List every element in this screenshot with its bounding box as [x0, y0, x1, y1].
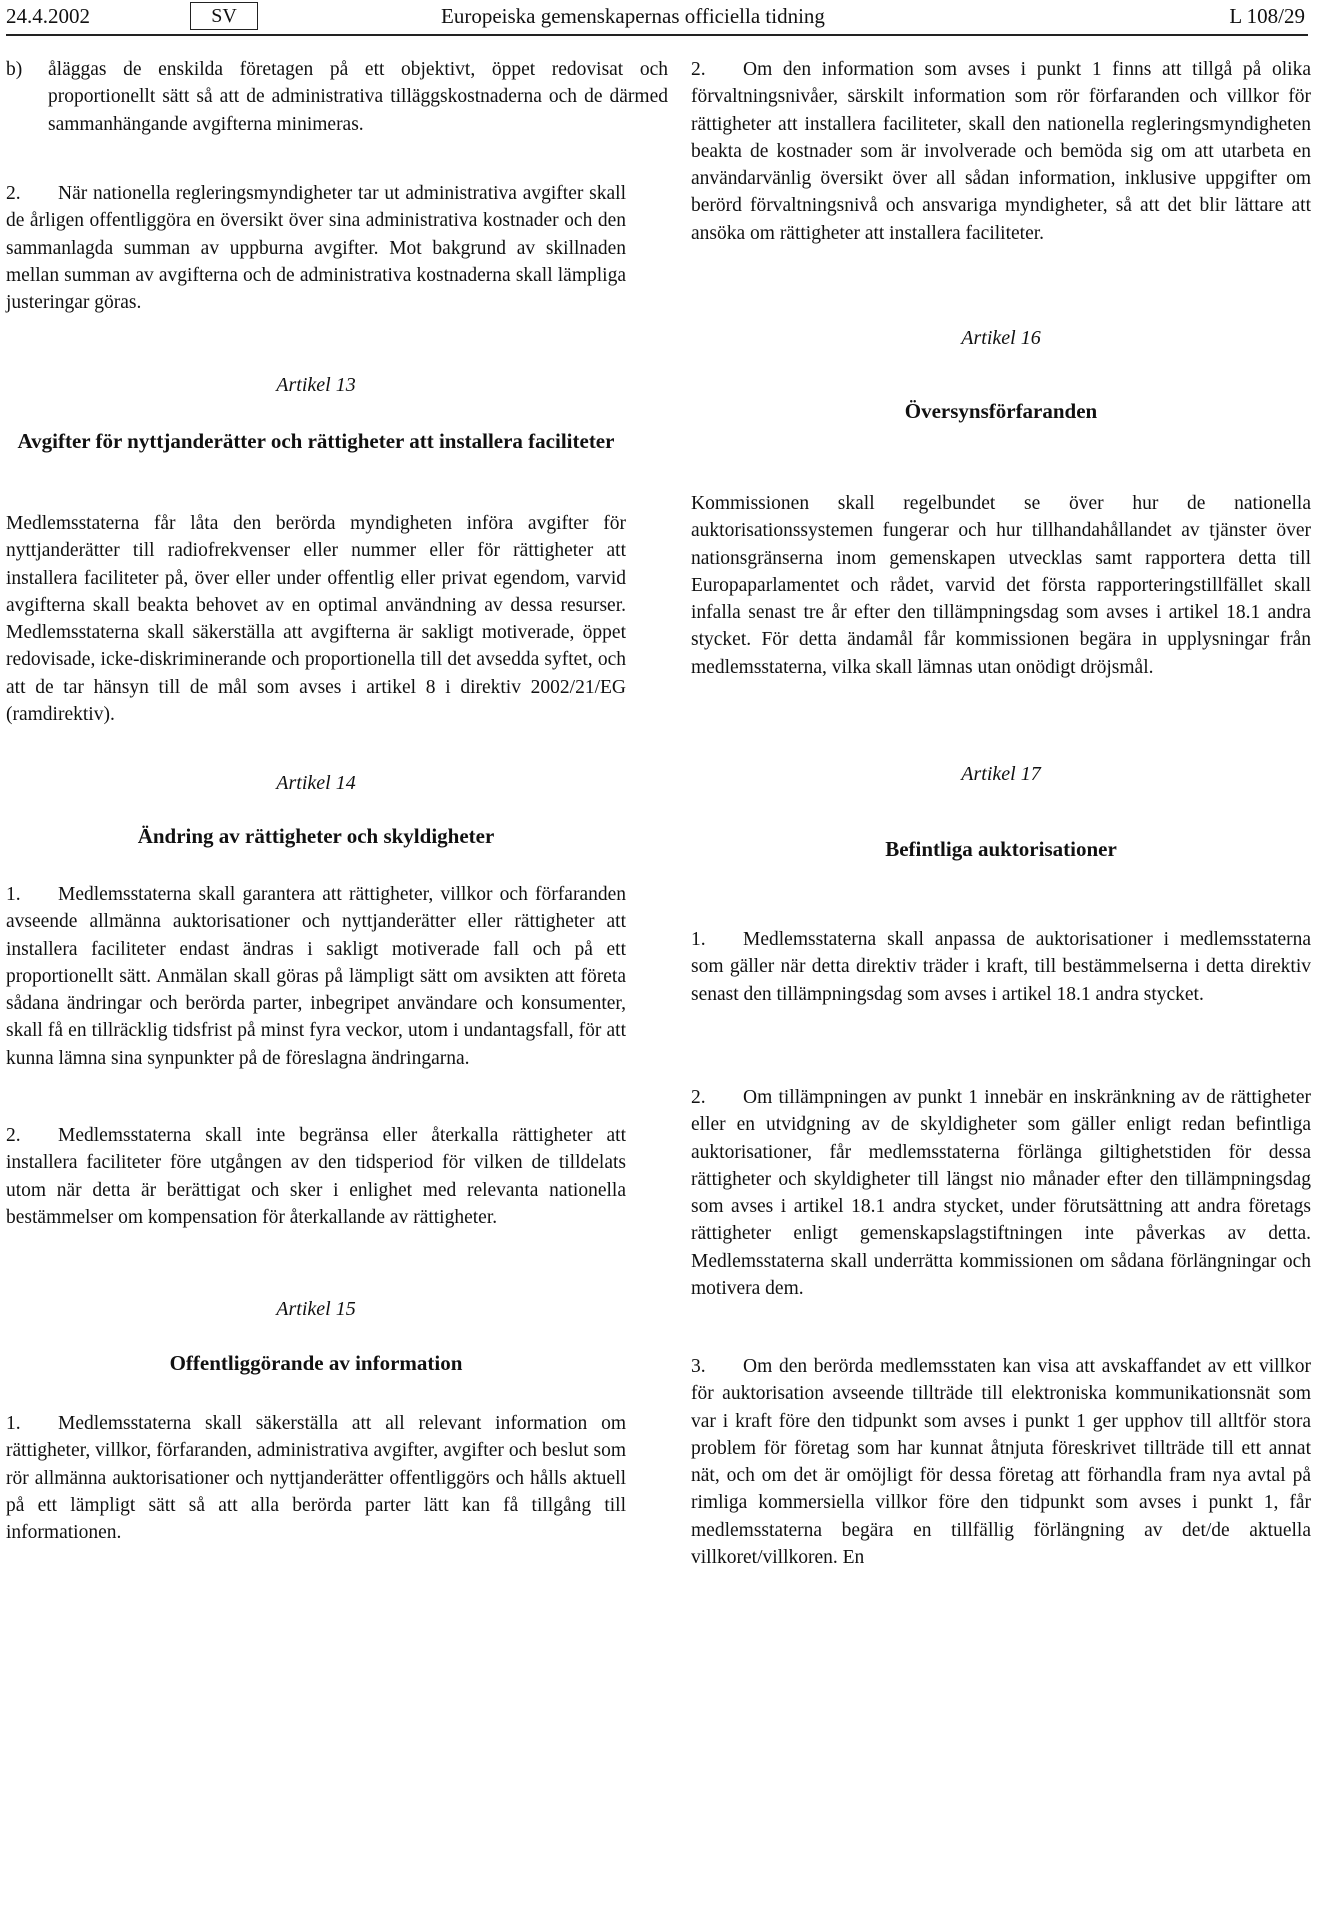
article17-paragraph-3: [691, 1353, 1311, 1571]
article16-title: Översynsförfaranden: [904, 399, 1098, 423]
article14-title: Ändring av rättigheter och skyldigheter: [137, 824, 495, 848]
paragraph-number: 1.: [691, 929, 706, 950]
paragraph-text: Medlemsstaterna skall inte begränsa eller återkalla rättigheter att installera faciliteter före utgången av den tidsperiod för vilken de tilldelats utom när detta är berättigat och sker i enlighet med relevanta nationella bestämmelser om kompensation för återkallande av rättigheter.: [6, 1125, 626, 1228]
paragraph-text: Medlemsstaterna skall säkerställa att all relevant information om rättigheter, villkor, förfaranden, administrativa avgifter, avgifter och beslut som rör allmänna auktorisationer och nyttjanderätter offentliggörs och hålls aktuell på ett lämpligt sätt så att alla berörda parter lätt kan få tillgång till informationen.: [6, 1413, 626, 1544]
article13-label: Artikel 13: [276, 374, 356, 396]
language-badge: SV: [190, 2, 258, 30]
journal-title: Europeiska gemenskapernas officiella tidning: [441, 4, 825, 28]
paragraph-text: Medlemsstaterna skall garantera att rättigheter, villkor och förfaranden avseende allmänna auktorisationer och nyttjanderätter eller rättigheter att installera faciliteter endast ändras i sakligt motiverade fall och på ett proportionellt sätt. Anmälan skall göras på lämpligt sätt om avsikten att företa sådana ändringar och berörda parter, inbegripet användare och konsumenter, skall få en tillräcklig tidsfrist på minst fyra veckor, utom i undantagsfall, för att kunna lämna sina synpunkter på de föreslagna ändringarna.: [6, 884, 626, 1069]
item-b-label: b): [6, 59, 23, 80]
article15-label: Artikel 15: [276, 1298, 356, 1320]
article15-paragraph-1: [6, 1410, 626, 1546]
page-header: [0, 0, 1317, 36]
item-b: [6, 56, 668, 138]
article17-paragraph-2: [691, 1084, 1311, 1302]
paragraph-text: Om tillämpningen av punkt 1 innebär en inskränkning av de rättigheter eller en utvidgning av de skyldigheter som gäller enligt redan befintliga auktorisationer, får medlemsstaterna förlänga giltighetstiden för dessa rättigheter och skyldigheter till längst nio månader efter den tillämpningsdag som avses i artikel 18.1 andra stycket, under förutsättning att andra företags rättigheter enligt gemenskapslagstiftningen inte påverkas av detta. Medlemsstaterna skall underrätta kommissionen om sådana förlängningar och motivera dem.: [691, 1087, 1311, 1300]
paragraph-number: 2.: [691, 59, 706, 80]
issue-date: 24.4.2002: [6, 4, 90, 28]
article15-paragraph-2: [691, 56, 1311, 247]
item-b-text: åläggas de enskilda företagen på ett objektivt, öppet redovisat och proportionellt sätt så att de administrativa tilläggskostnaderna och de därmed sammanhängande avgifterna minimeras.: [48, 59, 668, 135]
paragraph-number: 2.: [6, 183, 21, 204]
article14-paragraph-2: [6, 1122, 626, 1231]
article17-label: Artikel 17: [961, 763, 1041, 785]
article17-title: Befintliga auktorisationer: [885, 837, 1117, 861]
paragraph-number: 3.: [691, 1356, 706, 1377]
article16-text: Kommissionen skall regelbundet se över hur de nationella auktorisationssystemen fungerar och hur tillhandahållandet av tjänster över nationsgränserna inom gemenskapen utvecklas samt rapportera detta till Europaparlamentet och rådet, varvid det första rapporteringstillfället skall infalla senast tre år efter den tillämpningsdag som avses i artikel 18.1 andra stycket. För detta ändamål får kommissionen begära in upplysningar från medlemsstaterna, vilka skall lämnas utan onödigt dröjsmål.: [691, 493, 1311, 678]
paragraph-text: När nationella regleringsmyndigheter tar ut administrativa avgifter skall de årligen offentliggöra en översikt över sina administrativa kostnader och den sammanlagda summan av uppburna avgifter. Mot bakgrund av skillnaden mellan summan av avgifterna och de administrativa kostnaderna skall lämpliga justeringar göras.: [6, 183, 626, 314]
paragraph-number: 2.: [6, 1125, 21, 1146]
header-rule: [6, 34, 1308, 36]
article14-label: Artikel 14: [276, 772, 356, 794]
page-number: L 108/29: [1229, 4, 1305, 28]
paragraph-number: 1.: [6, 884, 21, 905]
paragraph-number: 1.: [6, 1413, 21, 1434]
article13-text: Medlemsstaterna får låta den berörda myndigheten införa avgifter för nyttjanderätter till radiofrekvenser eller nummer eller för rättigheter att installera faciliteter på, över eller under offentlig eller privat egendom, varvid avgifterna skall beakta behovet av en optimal användning av dessa resurser. Medlemsstaterna skall säkerställa att avgifterna är sakligt motiverade, öppet redovisade, icke-diskriminerande och proportionella till det avsedda syftet, och att de tar hänsyn till de mål som avses i artikel 8 i direktiv 2002/21/EG (ramdirektiv).: [6, 513, 626, 726]
article16-label: Artikel 16: [961, 327, 1041, 349]
article13-title: Avgifter för nyttjanderätter och rättigheter att installera faciliteter: [17, 429, 615, 453]
paragraph-text: Medlemsstaterna skall anpassa de auktorisationer i medlemsstaterna som gäller när detta direktiv träder i kraft, till bestämmelserna i detta direktiv senast den tillämpningsdag som avses i artikel 18.1 andra stycket.: [691, 929, 1311, 1005]
paragraph-number: 2.: [691, 1087, 706, 1108]
paragraph-text: Om den information som avses i punkt 1 finns att tillgå på olika förvaltningsnivåer, särskilt information som rör förfaranden och villkor för rättigheter att installera faciliteter, skall den nationella regleringsmyndigheten beakta de kostnader som är involverade och bemöda sig om att utarbeta en användarvänlig översikt över all sådan information, inklusive uppgifter om berörd förvaltningsnivå och ansvariga myndigheter, så att det blir lättare att ansöka om rättigheter att installera faciliteter.: [691, 59, 1311, 244]
article15-title: Offentliggörande av information: [169, 1351, 463, 1375]
article12-paragraph-2: [6, 180, 626, 316]
paragraph-text: Om den berörda medlemsstaten kan visa att avskaffandet av ett villkor för auktorisation avseende tillträde till elektroniska kommunikationsnät som var i kraft före den tidpunkt som avses i punkt 1 ger upphov till alltför stora problem för företag som har kunnat åtnjuta föreskrivet tillträde till ett annat nät, och om det är omöjligt för dessa företag att förhandla fram nya avtal på rimliga kommersiella villkor före den tidpunkt som avses i punkt 1, får medlemsstaterna begära en tillfällig förlängning av det/de aktuella villkoret/villkoren. En: [691, 1356, 1311, 1569]
article14-paragraph-1: [6, 881, 626, 1072]
article17-paragraph-1: [691, 926, 1311, 1008]
